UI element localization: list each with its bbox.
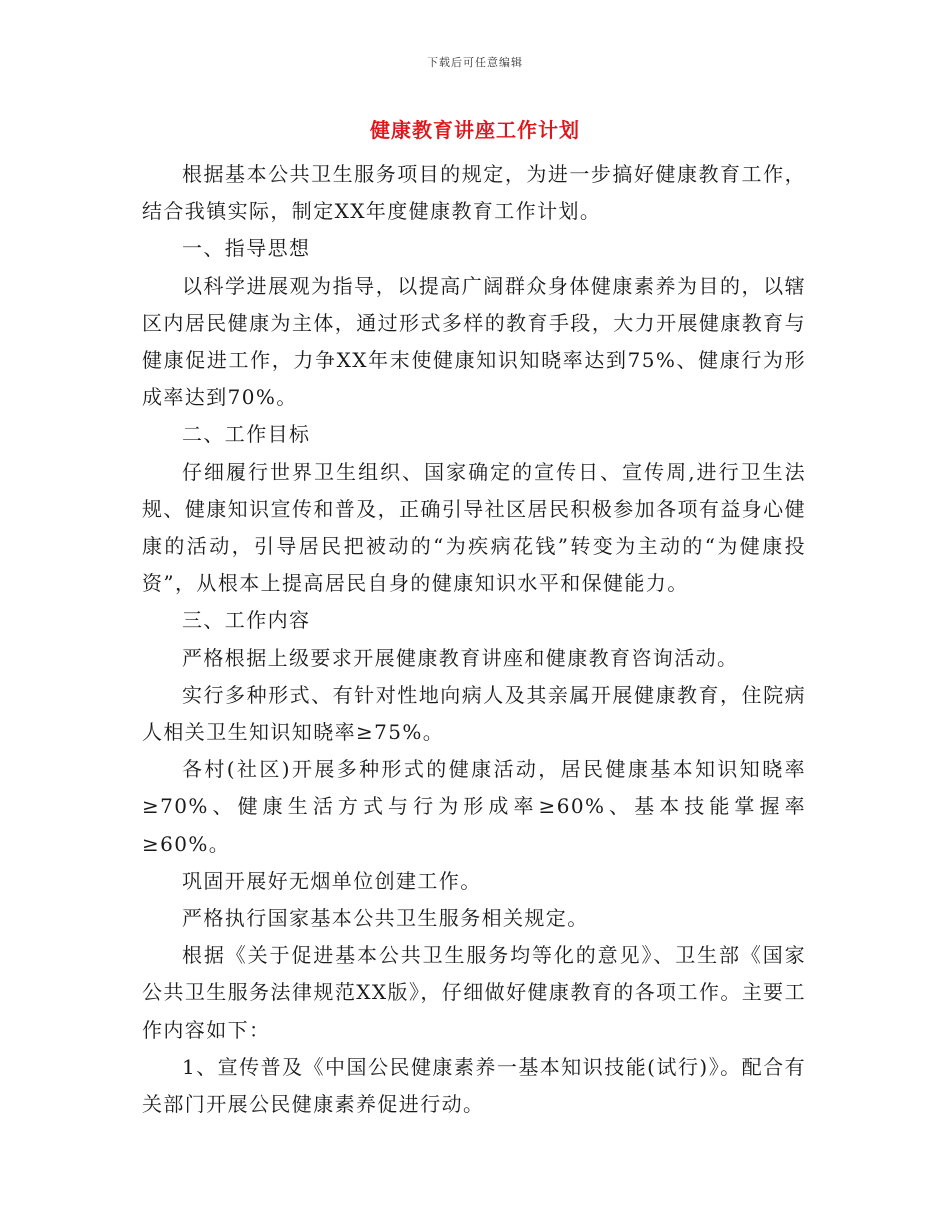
- paragraph: 仔细履行世界卫生组织、国家确定的宣传日、宣传周,进行卫生法规、健康知识宣传和普及，正确引导社区居民积极参加各项有益身心健康的活动，引导居民把被动的“为疾病花钱”转变为主动的“为健康投资”，从根本上提高居民自身的健康知识水平和保健能力。: [142, 459, 806, 596]
- header-note: 下载后可任意编辑: [427, 56, 523, 69]
- section-heading: 二、工作目标: [182, 422, 311, 447]
- paragraph: 以科学进展观为指导，以提高广阔群众身体健康素养为目的，以辖区内居民健康为主体，通过形式多样的教育手段，大力开展健康教育与健康促进工作，力争XX年末使健康知识知晓率达到75%、健康行为形成率达到70%。: [142, 273, 806, 410]
- paragraph: 根据基本公共卫生服务项目的规定，为进一步搞好健康教育工作，结合我镇实际，制定XX年度健康教育工作计划。: [142, 162, 806, 224]
- section-heading: 三、工作内容: [182, 608, 311, 633]
- paragraph: 严格执行国家基本公共卫生服务相关规定。: [182, 906, 589, 931]
- paragraph: 根据《关于促进基本公共卫生服务均等化的意见》、卫生部《国家公共卫生服务法律规范XX版》，仔细做好健康教育的各项工作。主要工作内容如下：: [142, 943, 806, 1042]
- paragraph: 实行多种形式、有针对性地向病人及其亲属开展健康教育，住院病人相关卫生知识知晓率≥75%。: [142, 682, 806, 745]
- document-title: 健康教育讲座工作计划: [370, 118, 580, 142]
- document-body: [142, 156, 806, 1123]
- paragraph: 1、宣传普及《中国公民健康素养一基本知识技能(试行)》。配合有关部门开展公民健康素养促进行动。: [142, 1054, 806, 1117]
- section-heading: 一、指导思想: [182, 236, 311, 261]
- paragraph: 严格根据上级要求开展健康教育讲座和健康教育咨询活动。: [182, 645, 739, 670]
- paragraph: 各村(社区)开展多种形式的健康活动，居民健康基本知识知晓率≥70%、健康生活方式与行为形成率≥60%、基本技能掌握率≥60%。: [142, 757, 806, 856]
- paragraph: 巩固开展好无烟单位创建工作。: [182, 868, 482, 893]
